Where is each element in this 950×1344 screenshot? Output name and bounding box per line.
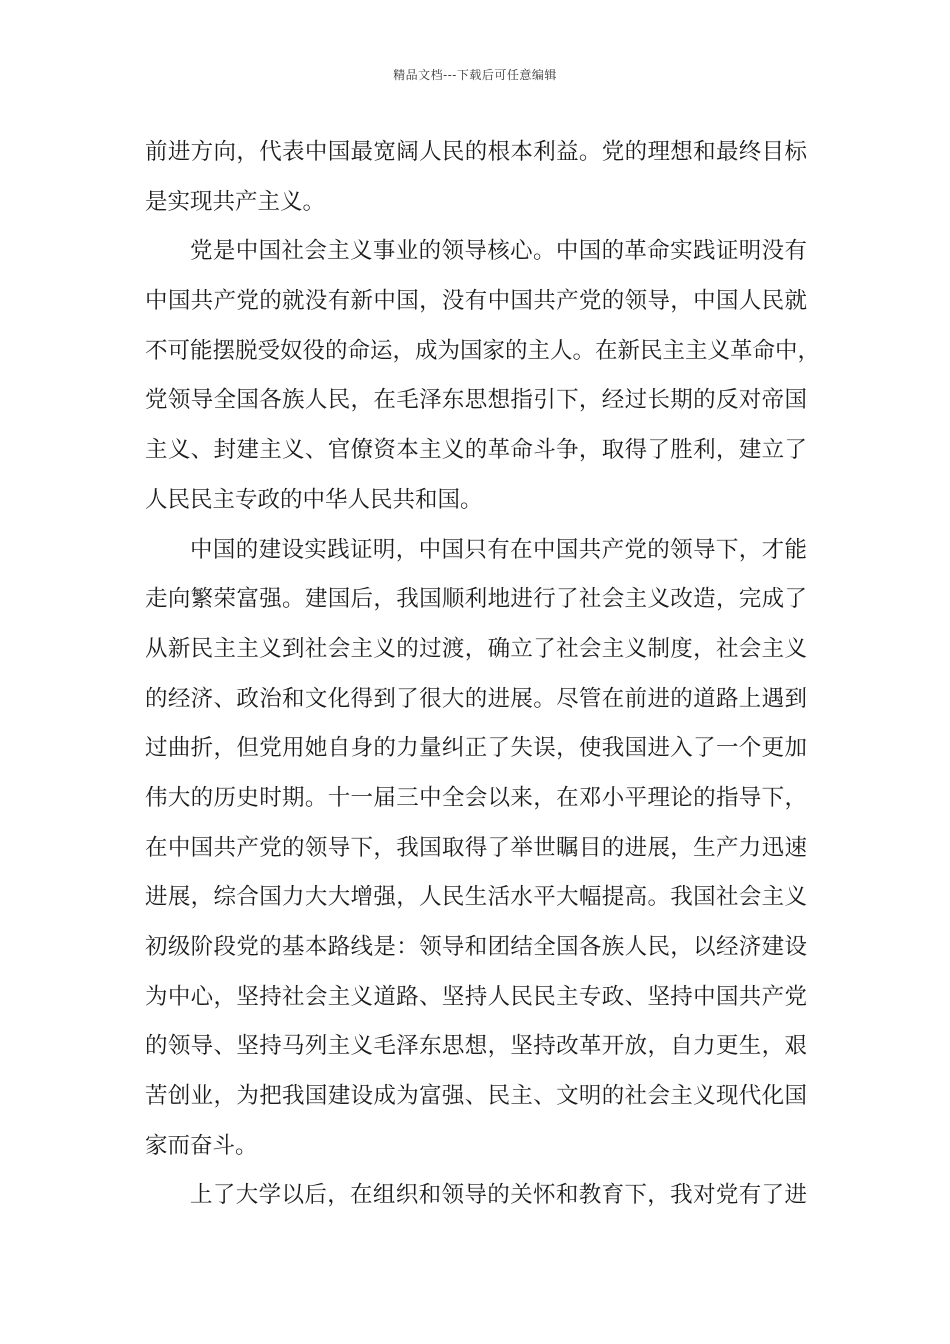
page-header: 精品文档---下载后可任意编辑 (393, 68, 557, 82)
text-line: 为中心，坚持社会主义道路、坚持人民民主专政、坚持中国共产党 (145, 983, 807, 1010)
text-line: 人民民主专政的中华人民共和国。 (145, 486, 483, 513)
text-line: 苦创业，为把我国建设成为富强、民主、文明的社会主义现代化国 (145, 1083, 807, 1110)
text-line: 走向繁荣富强。建国后，我国顺利地进行了社会主义改造，完成了 (145, 586, 807, 613)
text-line: 过曲折，但党用她自身的力量纠正了失误，使我国进入了一个更加 (145, 735, 807, 762)
text-line: 不可能摆脱受奴役的命运，成为国家的主人。在新民主主义革命中， (145, 337, 821, 364)
text-line: 的领导、坚持马列主义毛泽东思想，坚持改革开放，自力更生，艰 (145, 1033, 807, 1060)
text-line: 中国共产党的就没有新中国，没有中国共产党的领导，中国人民就 (145, 288, 807, 315)
paragraph (145, 128, 807, 227)
text-line: 初级阶段党的基本路线是：领导和团结全国各族人民，以经济建设 (145, 934, 807, 960)
text-line: 从新民主主义到社会主义的过渡，确立了社会主义制度，社会主义 (145, 635, 807, 662)
paragraph (145, 1171, 807, 1221)
text-line: 在中国共产党的领导下，我国取得了举世瞩目的进展，生产力迅速 (145, 834, 807, 861)
text-line: 主义、封建主义、官僚资本主义的革命斗争，取得了胜利，建立了 (145, 437, 807, 464)
text-line: 上了大学以后，在组织和领导的关怀和教育下，我对党有了进 (190, 1182, 807, 1209)
text-line: 党是中国社会主义事业的领导核心。中国的革命实践证明没有 (190, 238, 807, 265)
text-line: 进展，综合国力大大增强，人民生活水平大幅提高。我国社会主义 (145, 884, 807, 911)
text-line: 是实现共产主义。 (145, 188, 326, 215)
paragraph (145, 227, 821, 525)
paragraph (145, 526, 807, 1172)
text-line: 伟大的历史时期。十一届三中全会以来，在邓小平理论的指导下， (145, 784, 807, 811)
text-line: 前进方向，代表中国最宽阔人民的根本利益。党的理想和最终目标 (145, 139, 807, 165)
document-body (145, 128, 821, 1221)
text-line: 党领导全国各族人民，在毛泽东思想指引下，经过长期的反对帝国 (145, 387, 807, 414)
text-line: 的经济、政治和文化得到了很大的进展。尽管在前进的道路上遇到 (145, 685, 807, 712)
text-line: 中国的建设实践证明，中国只有在中国共产党的领导下，才能 (190, 536, 807, 563)
text-line: 家而奋斗。 (145, 1132, 258, 1159)
